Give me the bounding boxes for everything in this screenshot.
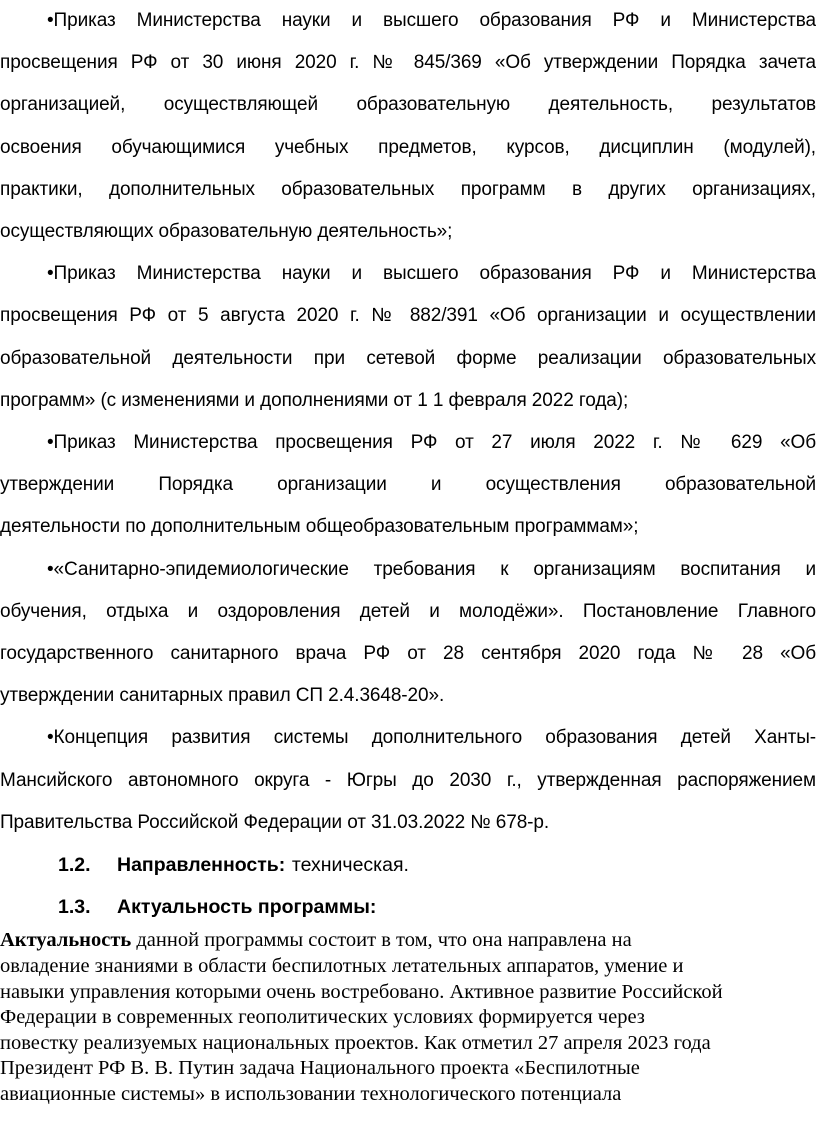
- paragraph-line: •Концепция развития системы дополнительного образования детей Ханты-: [47, 727, 816, 749]
- paragraph-line: повестку реализуемых национальных проектов. Как отметил 27 апреля 2023 года: [0, 1031, 711, 1054]
- paragraph-line: Правительства Российской Федерации от 31.03.2022 № 678-р.: [0, 811, 550, 833]
- paragraph-line: Федерации в современных геополитических условиях формируется через: [0, 1006, 645, 1029]
- paragraph-line: организацией, осуществляющей образовательную деятельность, результатов: [0, 94, 816, 116]
- paragraph-line: образовательной деятельности при сетевой форме реализации образовательных: [0, 347, 816, 369]
- paragraph-line: просвещения РФ от 5 августа 2020 г. № 882/391 «Об организации и осуществлении: [0, 305, 816, 327]
- paragraph-line: государственного санитарного врача РФ от 28 сентября 2020 года № 28 «Об: [0, 643, 816, 665]
- paragraph-line: практики, дополнительных образовательных программ в других организациях,: [0, 178, 816, 200]
- line-rest: данной программы состоит в том, что она направлена на: [131, 929, 632, 952]
- bullet-paragraph: [0, 422, 816, 549]
- heading-number: 1.3.: [58, 896, 91, 919]
- lead-bold-word: Актуальность: [0, 929, 132, 952]
- paragraph-line: Президент РФ В. В. Путин задача Национального проекта «Беспилотные: [0, 1057, 640, 1080]
- paragraph-line: •Приказ Министерства просвещения РФ от 27 июля 2022 г. № 629 «Об: [47, 432, 816, 454]
- bullet-paragraph: [0, 253, 816, 422]
- paragraph-line: навыки управления которыми очень востребовано. Активное развитие Российской: [0, 980, 723, 1003]
- section-heading-1-3: [0, 886, 816, 928]
- paragraph-line: программ» (с изменениями и дополнениями от 1 1 февраля 2022 года);: [0, 389, 629, 411]
- bullet-paragraph: [0, 0, 816, 253]
- bullet-paragraph: [0, 549, 816, 718]
- paragraph-line: •Приказ Министерства науки и высшего образования РФ и Министерства: [47, 263, 816, 285]
- paragraph-line: авиационные системы» в использовании технологического потенциала: [0, 1083, 622, 1106]
- heading-number: 1.2.: [58, 854, 91, 877]
- paragraph-line: утверждении санитарных правил СП 2.4.3648-20».: [0, 685, 445, 707]
- heading-normal-text: техническая.: [291, 854, 409, 877]
- paragraph-line: •«Санитарно-эпидемиологические требования к организациям воспитания и: [47, 558, 816, 580]
- paragraph-line: овладение знаниями в области беспилотных летательных аппаратов, умение и: [0, 955, 684, 978]
- paragraph-line: [0, 928, 816, 954]
- section-heading-1-2: [0, 844, 816, 886]
- paragraph-line: освоения обучающимися учебных предметов, курсов, дисциплин (модулей),: [0, 136, 816, 158]
- serif-paragraph: [0, 928, 816, 1107]
- paragraph-line: деятельности по дополнительным общеобразовательным программам»;: [0, 516, 639, 538]
- paragraph-line: Мансийского автономного округа - Югры до 2030 г., утвержденная распоряжением: [0, 769, 816, 791]
- paragraph-line: просвещения РФ от 30 июня 2020 г. № 845/369 «Об утверждении Порядка зачета: [0, 52, 816, 74]
- paragraph-line: утверждении Порядка организации и осуществления образовательной: [0, 474, 816, 496]
- bullet-paragraph: [0, 717, 816, 844]
- heading-bold-text: Актуальность программы:: [117, 896, 377, 919]
- heading-bold-text: Направленность:: [117, 854, 286, 877]
- paragraph-line: обучения, отдыха и оздоровления детей и молодёжи». Постановление Главного: [0, 600, 816, 622]
- paragraph-line: осуществляющих образовательную деятельность»;: [0, 221, 453, 243]
- paragraph-line: •Приказ Министерства науки и высшего образования РФ и Министерства: [47, 10, 816, 31]
